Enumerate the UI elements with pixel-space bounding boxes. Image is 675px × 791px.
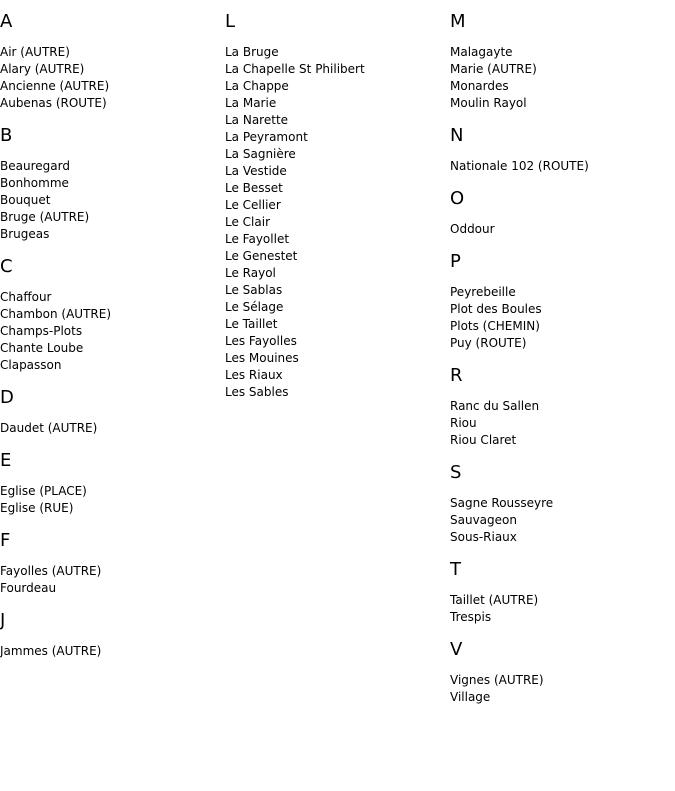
street-link[interactable]: Eglise (RUE) bbox=[0, 501, 74, 515]
letter-group bbox=[450, 462, 675, 546]
letter-group bbox=[450, 639, 675, 706]
street-list bbox=[0, 158, 225, 243]
street-list bbox=[0, 289, 225, 374]
street-link[interactable]: Monardes bbox=[450, 79, 509, 93]
letter-heading: A bbox=[0, 11, 13, 32]
street-link[interactable]: Alary (AUTRE) bbox=[0, 62, 85, 76]
letter-heading: C bbox=[0, 256, 13, 277]
street-link[interactable]: La Bruge bbox=[225, 45, 279, 59]
street-link[interactable]: Oddour bbox=[450, 222, 495, 236]
street-link[interactable]: Beauregard bbox=[0, 159, 70, 173]
letter-heading: D bbox=[0, 387, 14, 408]
letter-heading: S bbox=[450, 462, 462, 483]
street-link[interactable]: Le Cellier bbox=[225, 198, 281, 212]
street-link[interactable]: La Marie bbox=[225, 96, 277, 110]
letter-heading: J bbox=[0, 610, 6, 631]
index-column-2 bbox=[225, 11, 450, 414]
street-link[interactable]: Chante Loube bbox=[0, 341, 84, 355]
letter-group bbox=[450, 251, 675, 352]
street-link[interactable]: Moulin Rayol bbox=[450, 96, 527, 110]
street-link[interactable]: Malagayte bbox=[450, 45, 513, 59]
street-link[interactable]: Plots (CHEMIN) bbox=[450, 319, 540, 333]
letter-group bbox=[0, 256, 225, 374]
street-link[interactable]: Le Clair bbox=[225, 215, 271, 229]
street-list bbox=[0, 483, 225, 517]
street-list bbox=[450, 398, 675, 449]
street-link[interactable]: La Peyramont bbox=[225, 130, 308, 144]
letter-heading: E bbox=[0, 450, 12, 471]
street-link[interactable]: Chambon (AUTRE) bbox=[0, 307, 112, 321]
letter-group bbox=[450, 125, 675, 175]
street-link[interactable]: Bruge (AUTRE) bbox=[0, 210, 90, 224]
street-link[interactable]: Eglise (PLACE) bbox=[0, 484, 87, 498]
letter-heading: F bbox=[0, 530, 11, 551]
street-link[interactable]: Sauvageon bbox=[450, 513, 517, 527]
street-link[interactable]: Fayolles (AUTRE) bbox=[0, 564, 102, 578]
street-list bbox=[0, 44, 225, 112]
street-link[interactable]: Le Sablas bbox=[225, 283, 283, 297]
street-list bbox=[450, 158, 675, 175]
street-link[interactable]: Les Fayolles bbox=[225, 334, 297, 348]
street-link[interactable]: Le Fayollet bbox=[225, 232, 290, 246]
street-link[interactable]: Le Rayol bbox=[225, 266, 276, 280]
street-list bbox=[225, 44, 450, 401]
street-link[interactable]: Le Genestet bbox=[225, 249, 298, 263]
street-link[interactable]: Marie (AUTRE) bbox=[450, 62, 537, 76]
street-list bbox=[450, 495, 675, 546]
street-link[interactable]: Sous-Riaux bbox=[450, 530, 517, 544]
street-link[interactable]: Clapasson bbox=[0, 358, 62, 372]
letter-heading: O bbox=[450, 188, 465, 209]
street-list bbox=[450, 221, 675, 238]
street-link[interactable]: La Chapelle St Philibert bbox=[225, 62, 365, 76]
street-link[interactable]: Riou bbox=[450, 416, 477, 430]
letter-heading: M bbox=[450, 11, 466, 32]
street-link[interactable]: Peyrebeille bbox=[450, 285, 516, 299]
street-list bbox=[0, 420, 225, 437]
letter-heading: P bbox=[450, 251, 461, 272]
street-list bbox=[450, 672, 675, 706]
street-list bbox=[0, 563, 225, 597]
letter-group bbox=[0, 11, 225, 112]
letter-group bbox=[0, 125, 225, 243]
letter-group bbox=[450, 559, 675, 626]
street-list bbox=[450, 284, 675, 352]
index-column-1 bbox=[0, 11, 225, 673]
street-link[interactable]: Chaffour bbox=[0, 290, 52, 304]
street-link[interactable]: Le Sélage bbox=[225, 300, 284, 314]
letter-heading: V bbox=[450, 639, 463, 660]
letter-heading: N bbox=[450, 125, 464, 146]
street-link[interactable]: Trespis bbox=[450, 610, 492, 624]
street-list bbox=[450, 592, 675, 626]
street-link[interactable]: Fourdeau bbox=[0, 581, 57, 595]
street-link[interactable]: Taillet (AUTRE) bbox=[450, 593, 539, 607]
street-link[interactable]: Champs-Plots bbox=[0, 324, 83, 338]
street-link[interactable]: Aubenas (ROUTE) bbox=[0, 96, 107, 110]
letter-group bbox=[0, 450, 225, 517]
street-link[interactable]: La Vestide bbox=[225, 164, 287, 178]
street-link[interactable]: Vignes (AUTRE) bbox=[450, 673, 544, 687]
street-link[interactable]: Puy (ROUTE) bbox=[450, 336, 527, 350]
street-link[interactable]: Bonhomme bbox=[0, 176, 69, 190]
street-link[interactable]: Les Sables bbox=[225, 385, 289, 399]
letter-group bbox=[0, 610, 225, 660]
street-link[interactable]: Nationale 102 (ROUTE) bbox=[450, 159, 589, 173]
street-link[interactable]: La Chappe bbox=[225, 79, 289, 93]
letter-group bbox=[450, 365, 675, 449]
letter-heading: B bbox=[0, 125, 13, 146]
letter-group bbox=[450, 11, 675, 112]
street-list bbox=[450, 44, 675, 112]
street-link[interactable]: Le Taillet bbox=[225, 317, 278, 331]
street-link[interactable]: Bouquet bbox=[0, 193, 51, 207]
street-link[interactable]: Daudet (AUTRE) bbox=[0, 421, 98, 435]
letter-heading: R bbox=[450, 365, 463, 386]
letter-group bbox=[0, 387, 225, 437]
street-link[interactable]: Sagne Rousseyre bbox=[450, 496, 554, 510]
street-link[interactable]: La Sagnière bbox=[225, 147, 296, 161]
street-link[interactable]: Le Besset bbox=[225, 181, 283, 195]
letter-group bbox=[225, 11, 450, 401]
street-link[interactable]: Riou Claret bbox=[450, 433, 517, 447]
letter-heading: L bbox=[225, 11, 236, 32]
street-link[interactable]: Air (AUTRE) bbox=[0, 45, 70, 59]
street-link[interactable]: Village bbox=[450, 690, 491, 704]
street-link[interactable]: Ranc du Sallen bbox=[450, 399, 540, 413]
street-link[interactable]: La Narette bbox=[225, 113, 289, 127]
street-link[interactable]: Les Mouines bbox=[225, 351, 299, 365]
letter-group bbox=[450, 188, 675, 238]
letter-heading: T bbox=[450, 559, 461, 580]
street-link[interactable]: Les Riaux bbox=[225, 368, 283, 382]
street-link[interactable]: Jammes (AUTRE) bbox=[0, 644, 102, 658]
letter-group bbox=[0, 530, 225, 597]
street-link[interactable]: Brugeas bbox=[0, 227, 50, 241]
street-list bbox=[0, 643, 225, 660]
street-link[interactable]: Ancienne (AUTRE) bbox=[0, 79, 110, 93]
street-link[interactable]: Plot des Boules bbox=[450, 302, 542, 316]
index-column-3 bbox=[450, 11, 675, 719]
